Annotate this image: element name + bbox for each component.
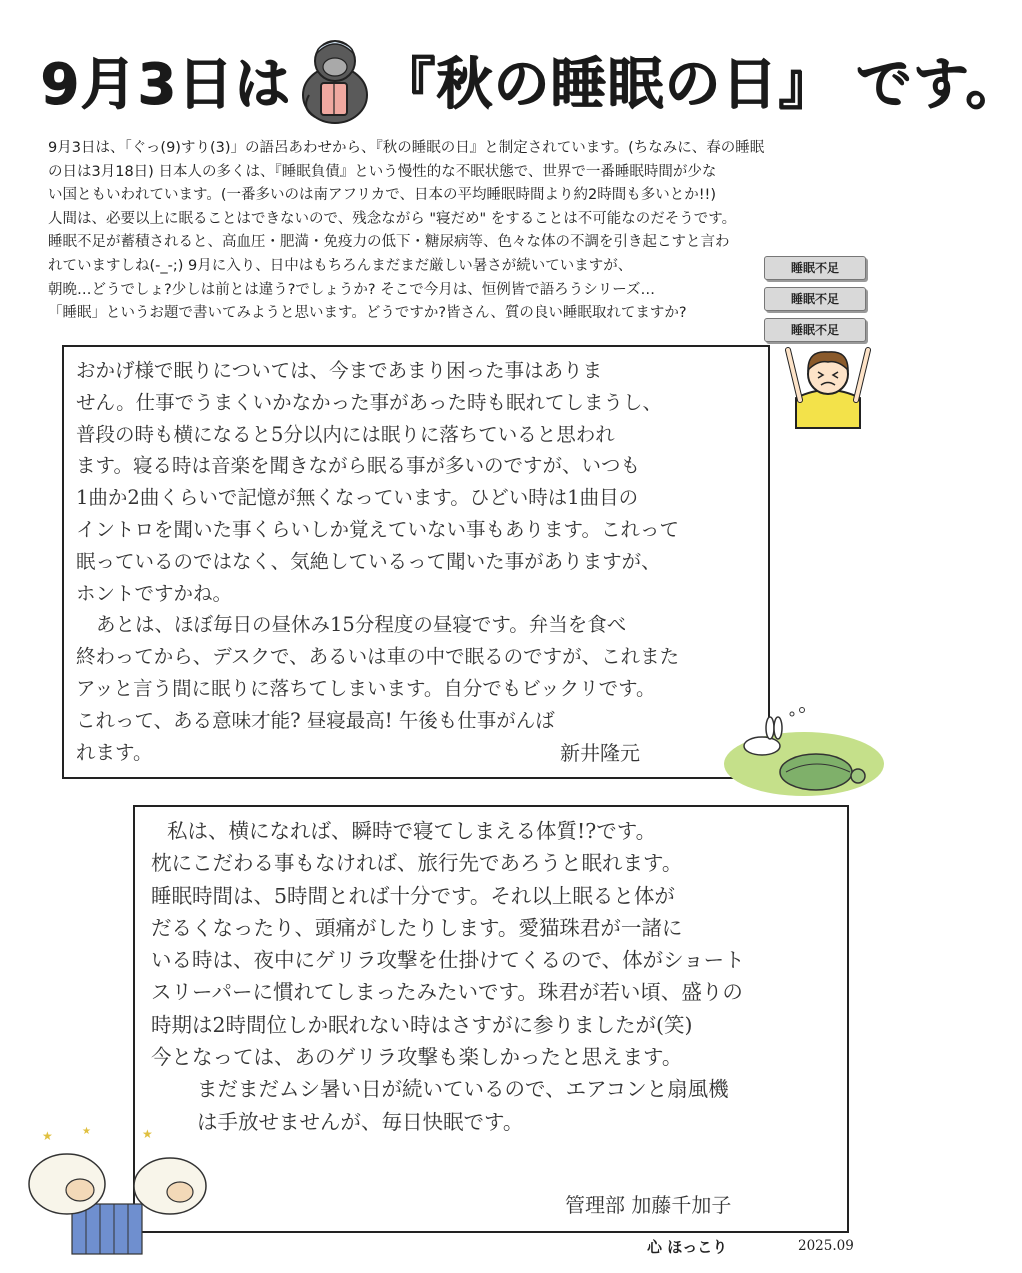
- essay-line: スリーパーに慣れてしまったみたいです。珠君が若い頃、盛りの: [151, 980, 743, 1005]
- essay-2-signature: 管理部 加藤千加子: [565, 1193, 732, 1217]
- newsletter-brand: 心 ほっこり: [647, 1238, 728, 1256]
- intro-line: 人間は、必要以上に眠ることはできないので、残念ながら "寝だめ" をすることは不可能なのだそうです。: [48, 210, 737, 227]
- issue-date: 2025.09: [798, 1238, 854, 1254]
- intro-line: 朝晩…どうでしょ?少しは前とは違う?でしょうか? そこで今月は、恒例皆で語ろうシリーズ…: [48, 281, 655, 298]
- svg-text:★: ★: [142, 1127, 153, 1141]
- essay-line: 普段の時も横になると5分以内には眠りに落ちていると思われ: [76, 422, 615, 446]
- essay-line: 1曲か2曲くらいで記憶が無くなっています。ひどい時は1曲目の: [76, 486, 639, 510]
- page-title: [40, 30, 1022, 130]
- essay-line: だるくなったり、頭痛がしたりします。愛猫珠君が一諸に: [151, 915, 683, 940]
- essay-line: これって、ある意味才能? 昼寝最高! 午後も仕事がんば: [76, 708, 555, 732]
- essay-line: 眠っているのではなく、気絶しているって聞いた事がありますが、: [76, 549, 661, 573]
- essay-line: あとは、ほぼ毎日の昼休み15分程度の昼寝です。弁当を食べ: [96, 613, 627, 637]
- gorilla-reading-illustration: [295, 35, 375, 125]
- essay-line: 睡眠時間は、5時間とれば十分です。それ以上眠ると体が: [151, 883, 675, 908]
- essay-line: まだまだムシ暑い日が続いているので、エアコンと扇風機: [197, 1077, 729, 1102]
- essay-line: ます。寝る時は音楽を聞きながら眠る事が多いのですが、いつも: [76, 454, 640, 478]
- sleep-deficit-tags: [764, 256, 874, 349]
- essay-line: 時期は2時間位しか眠れない時はさすがに参りましたが(笑): [151, 1012, 693, 1037]
- svg-text:★: ★: [82, 1126, 91, 1137]
- essay-2-text: [151, 815, 745, 1138]
- essay-line: 今となっては、あのゲリラ攻撃も楽しかったと思えます。: [151, 1045, 683, 1070]
- title-date: 9月3日は: [40, 52, 291, 117]
- essay-line: おかげ様で眠りについては、今まであまり困った事はありま: [76, 359, 603, 382]
- essay-1-text: [76, 355, 679, 768]
- intro-line: 9月3日は、「ぐっ(9)すり(3)」の語呂あわせから、『秋の睡眠の日』と制定されています。(ちなみに、春の睡眠: [48, 140, 765, 156]
- essay-line: ホントですかね。: [76, 581, 233, 605]
- essay-line: アッと言う間に眠りに落ちてしまいます。自分でもビックリです。: [76, 676, 656, 700]
- intro-line: の日は3月18日) 日本人の多くは、『睡眠負債』という慢性的な不眠状態で、世界で一番睡眠時間が少な: [48, 163, 717, 180]
- person-holding-tags-illustration: [778, 338, 878, 428]
- sleep-deficit-tag: 睡眠不足: [764, 318, 866, 342]
- sleep-deficit-tag: 睡眠不足: [764, 256, 866, 280]
- essay-box-1: [62, 345, 770, 779]
- intro-line: 「睡眠」というお題で書いてみようと思います。どうですか?皆さん、質の良い睡眠取れてますか?: [48, 305, 687, 322]
- essay-line: イントロを聞いた事くらいしか覚えていない事もあります。これって: [76, 517, 679, 541]
- essay-line: 枕にこだわる事もなければ、旅行先であろうと眠れます。: [151, 851, 683, 876]
- intro-line: い国ともいわれています。(一番多いのは南アフリカで、日本の平均睡眠時間より約2時間も多いとか!!): [48, 187, 716, 204]
- intro-line: 睡眠不足が蓄積されると、高血圧・肥満・免疫力の低下・糖尿病等、色々な体の不調を引き起こすと言わ: [48, 234, 730, 251]
- essay-line: いる時は、夜中にゲリラ攻撃を仕掛けてくるので、体がショート: [151, 948, 745, 973]
- essay-box-2: [133, 805, 849, 1233]
- essay-1-signature: 新井隆元: [560, 741, 640, 765]
- essay-line: 終わってから、デスクで、あるいは車の中で眠るのですが、これまた: [76, 645, 680, 669]
- essay-line: れます。: [76, 740, 153, 764]
- title-subject: 『秋の睡眠の日』 です。: [378, 52, 1022, 117]
- svg-text:★: ★: [42, 1129, 53, 1143]
- sleeping-sheep-illustration: [22, 1124, 212, 1259]
- essay-line: は手放せませんが、毎日快眠です。: [197, 1109, 524, 1134]
- sleep-deficit-tag: 睡眠不足: [764, 287, 866, 311]
- turtle-and-rabbit-illustration: [712, 706, 882, 802]
- essay-line: 私は、横になれば、瞬時で寝てしまえる体質!?です。: [167, 819, 657, 843]
- intro-text: [48, 137, 848, 326]
- essay-line: せん。仕事でうまくいかなかった事があった時も眠れてしまうし、: [76, 390, 662, 414]
- intro-line: れていますしね(-_-;) 9月に入り、日中はもちろんまだまだ厳しい暑さが続いていますが、: [48, 257, 633, 274]
